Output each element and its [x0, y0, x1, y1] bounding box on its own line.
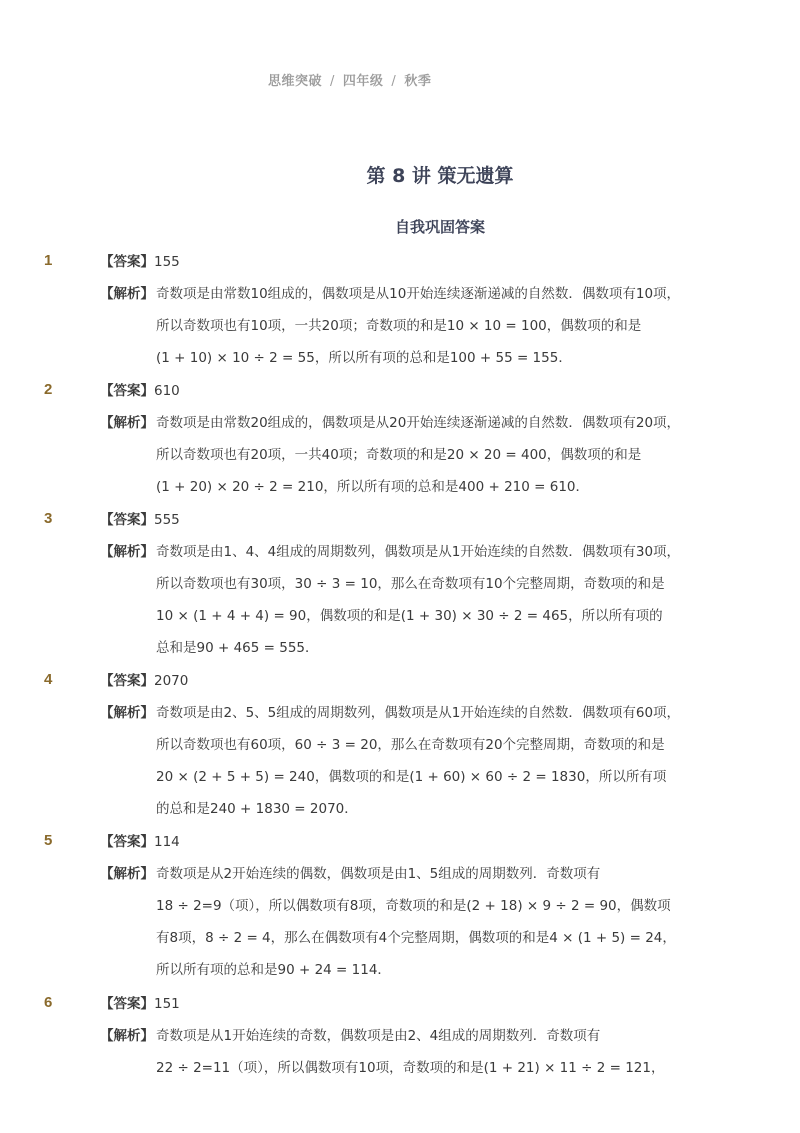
problem-number: 6: [44, 994, 53, 1011]
analysis-label: 【解析】: [100, 415, 154, 431]
analysis-line: 奇数项是由常数20组成的，偶数项是从20开始连续逐渐递减的自然数．偶数项有20项，: [156, 415, 681, 431]
breadcrumb: [268, 70, 431, 89]
analysis-line: 10 × (1 + 4 + 4) = 90，偶数项的和是(1 + 30) × 30 ÷ 2 = 465，所以所有项的: [156, 608, 663, 624]
answer-row: [100, 252, 180, 272]
answer-label: 【答案】: [100, 996, 154, 1012]
analysis-line: (1 + 20) × 20 ÷ 2 = 210，所以所有项的总和是400 + 210 = 610．: [156, 479, 590, 495]
answer-row: [100, 671, 188, 691]
problem-number: 1: [44, 252, 53, 269]
analysis-label-row: [100, 284, 154, 304]
analysis-label: 【解析】: [100, 866, 154, 882]
analysis-line: 所以所有项的总和是90 + 24 = 114．: [156, 962, 391, 978]
analysis-line: 20 × (2 + 5 + 5) = 240，偶数项的和是(1 + 60) × 60 ÷ 2 = 1830，所以所有项: [156, 769, 667, 785]
answer-row: [100, 510, 180, 530]
analysis-line: 奇数项是从2开始连续的偶数，偶数项是由1、5组成的周期数列．奇数项有: [156, 866, 601, 882]
analysis-line: 奇数项是由1、4、4组成的周期数列，偶数项是从1开始连续的自然数．偶数项有30项，: [156, 544, 681, 560]
analysis-label-row: [100, 413, 154, 433]
answer-value: 610: [154, 383, 180, 399]
analysis-line: 所以奇数项也有60项，60 ÷ 3 = 20，那么在奇数项有20个完整周期，奇数项的和是: [156, 737, 665, 753]
answer-label: 【答案】: [100, 673, 154, 689]
problem-number: 3: [44, 510, 53, 527]
analysis-line: 22 ÷ 2=11（项），所以偶数项有10项，奇数项的和是(1 + 21) × 11 ÷ 2 = 121，: [156, 1060, 665, 1076]
answer-label: 【答案】: [100, 383, 154, 399]
analysis-line: (1 + 10) × 10 ÷ 2 = 55，所以所有项的总和是100 + 55 = 155．: [156, 350, 572, 366]
answer-value: 155: [154, 254, 180, 270]
analysis-label-row: [100, 542, 154, 562]
analysis-label-row: [100, 703, 154, 723]
analysis-label-row: [100, 1026, 154, 1046]
problem-number: 2: [44, 381, 53, 398]
analysis-label: 【解析】: [100, 1028, 154, 1044]
answer-label: 【答案】: [100, 254, 154, 270]
answer-row: [100, 381, 180, 401]
page-title: 第 8 讲 策无遗算: [366, 165, 514, 187]
analysis-label: 【解析】: [100, 705, 154, 721]
answer-value: 555: [154, 512, 180, 528]
section-title: 自我巩固答案: [394, 218, 485, 236]
breadcrumb-separator: /: [391, 74, 397, 89]
breadcrumb-separator: /: [330, 74, 335, 89]
breadcrumb-term: 秋季: [404, 74, 432, 89]
analysis-line: 奇数项是从1开始连续的奇数，偶数项是由2、4组成的周期数列．奇数项有: [156, 1028, 601, 1044]
answer-row: [100, 832, 180, 852]
analysis-line: 奇数项是由常数10组成的，偶数项是从10开始连续逐渐递减的自然数．偶数项有10项，: [156, 286, 681, 302]
analysis-line: 的总和是240 + 1830 = 2070．: [156, 801, 358, 817]
answer-value: 151: [154, 996, 180, 1012]
answer-label: 【答案】: [100, 834, 154, 850]
answer-row: [100, 994, 180, 1014]
analysis-line: 总和是90 + 465 = 555．: [156, 640, 319, 656]
breadcrumb-grade: 四年级: [342, 74, 384, 89]
analysis-line: 奇数项是由2、5、5组成的周期数列，偶数项是从1开始连续的自然数．偶数项有60项，: [156, 705, 681, 721]
breadcrumb-course: 思维突破: [268, 74, 323, 89]
analysis-line: 有8项，8 ÷ 2 = 4，那么在偶数项有4个完整周期，偶数项的和是4 × (1 + 5) = 24，: [156, 930, 676, 946]
analysis-line: 所以奇数项也有30项，30 ÷ 3 = 10，那么在奇数项有10个完整周期，奇数项的和是: [156, 576, 665, 592]
answer-value: 2070: [154, 673, 189, 689]
answer-value: 114: [154, 834, 180, 850]
analysis-label: 【解析】: [100, 286, 154, 302]
analysis-line: 所以奇数项也有10项，一共20项；奇数项的和是10 × 10 = 100，偶数项的和是: [156, 318, 642, 334]
answer-label: 【答案】: [100, 512, 154, 528]
analysis-label: 【解析】: [100, 544, 154, 560]
problem-number: 4: [44, 671, 53, 688]
analysis-line: 所以奇数项也有20项，一共40项；奇数项的和是20 × 20 = 400，偶数项的和是: [156, 447, 642, 463]
problem-number: 5: [44, 832, 53, 849]
analysis-label-row: [100, 864, 154, 884]
analysis-line: 18 ÷ 2=9（项），所以偶数项有8项，奇数项的和是(2 + 18) × 9 ÷ 2 = 90，偶数项: [156, 898, 671, 914]
